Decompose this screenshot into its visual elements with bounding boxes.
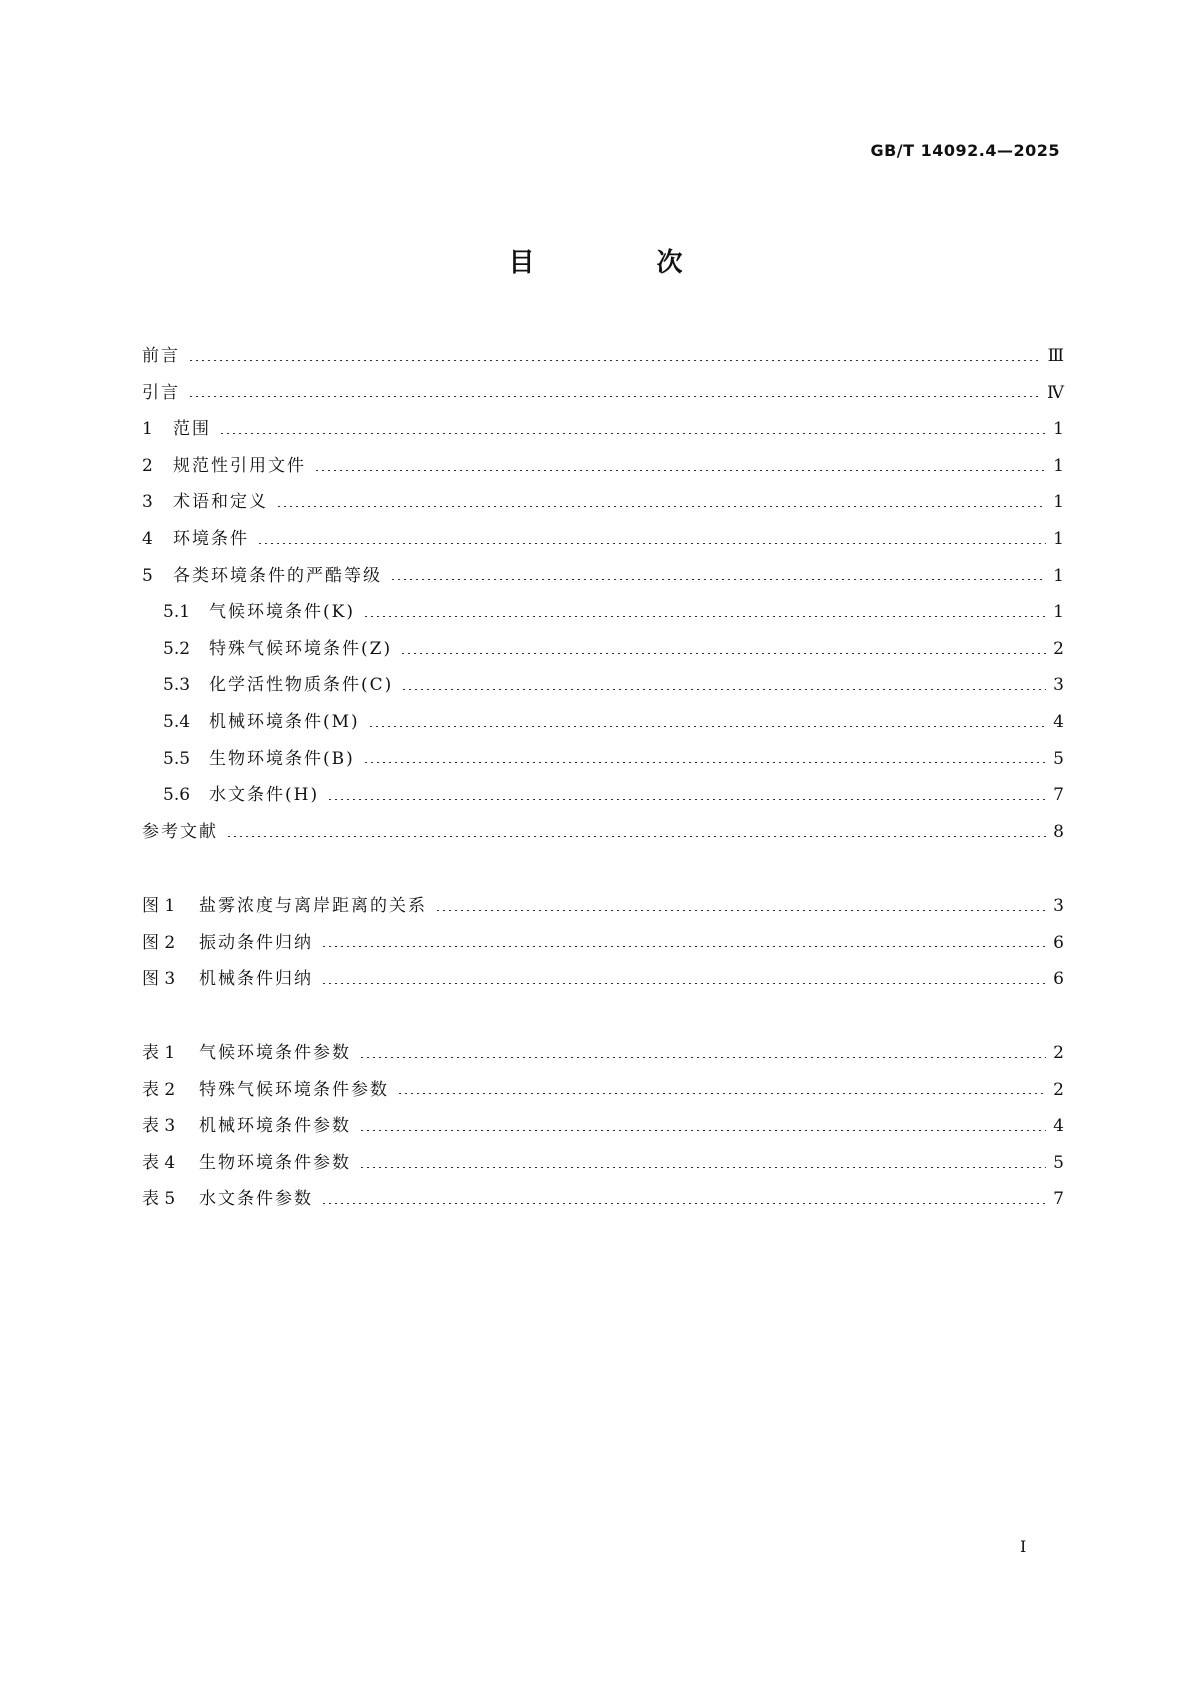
toc-subentry[interactable] xyxy=(142,741,1064,778)
toc-dot-leader xyxy=(327,799,1046,800)
toc-entry-number: 4 xyxy=(142,528,153,549)
toc-entry-page: 2 xyxy=(1053,1079,1064,1100)
toc-entry-label: 生物环境条件参数 xyxy=(199,1152,351,1173)
toc-entry-number: 表 3 xyxy=(142,1116,176,1137)
toc-dot-leader xyxy=(359,1130,1046,1131)
toc-entry-number: 图 2 xyxy=(142,932,176,953)
toc-figure-entry[interactable] xyxy=(142,888,1064,925)
toc-entry-number: 5.6 xyxy=(163,785,191,806)
toc-entry-number: 2 xyxy=(142,455,153,476)
toc-entry-label: 特殊气候环境条件(Z) xyxy=(209,638,393,659)
toc-dot-leader xyxy=(321,983,1046,984)
toc-dot-leader xyxy=(188,396,1041,397)
toc-entry-label: 术语和定义 xyxy=(173,492,268,513)
page-number: I xyxy=(1020,1537,1027,1556)
toc-entry-label: 气候环境条件(K) xyxy=(209,602,355,623)
toc-entry-page: 1 xyxy=(1053,528,1064,549)
toc-entry-label: 水文条件(H) xyxy=(209,785,320,806)
toc-dot-leader xyxy=(363,616,1046,617)
toc-entry-page: 1 xyxy=(1053,419,1064,440)
toc-dot-leader xyxy=(314,470,1046,471)
toc-dot-leader xyxy=(321,1203,1046,1204)
toc-entry-number: 5.1 xyxy=(163,602,191,623)
toc-subentry[interactable] xyxy=(142,777,1064,814)
standard-code: GB/T 14092.4—2025 xyxy=(870,141,1060,160)
toc-entry-page: Ⅲ xyxy=(1047,346,1064,366)
toc-table-entry[interactable] xyxy=(142,1145,1064,1182)
toc-entry-page: 1 xyxy=(1053,602,1064,623)
toc-entry-page: 4 xyxy=(1053,1116,1064,1137)
toc-entry-number: 表 4 xyxy=(142,1152,176,1173)
toc-entry-number: 图 1 xyxy=(142,896,176,916)
toc-dot-leader xyxy=(219,433,1046,434)
toc-entry-page: 1 xyxy=(1053,565,1064,586)
toc-dot-leader xyxy=(359,1167,1046,1168)
toc-table-entry[interactable] xyxy=(142,1108,1064,1145)
toc-entry-number: 5.2 xyxy=(163,638,191,659)
toc-entry-label: 生物环境条件(B) xyxy=(209,748,355,769)
toc-main-list xyxy=(142,338,1064,850)
toc-entry-label: 各类环境条件的严酷等级 xyxy=(173,565,382,586)
toc-entry-page: 7 xyxy=(1053,785,1064,806)
toc-entry-label: 特殊气候环境条件参数 xyxy=(199,1079,389,1100)
toc-dot-leader xyxy=(363,762,1046,763)
toc-entry-page: 6 xyxy=(1053,969,1064,990)
toc-dot-leader xyxy=(321,946,1046,947)
toc-dot-leader xyxy=(257,543,1046,544)
toc-entry-number: 5.4 xyxy=(163,711,191,732)
toc-entry-page: 5 xyxy=(1053,748,1064,769)
toc-entry-label: 参考文献 xyxy=(142,821,218,842)
toc-entry[interactable] xyxy=(142,448,1064,485)
toc-dot-leader xyxy=(400,653,1046,654)
toc-figure-entry[interactable] xyxy=(142,961,1064,998)
toc-dot-leader xyxy=(188,360,1042,361)
toc-entry-page: 4 xyxy=(1053,711,1064,732)
toc-entry-page: 1 xyxy=(1053,455,1064,476)
toc-entry-label: 机械条件归纳 xyxy=(199,969,313,990)
toc-dot-leader xyxy=(401,689,1046,690)
toc-entry[interactable] xyxy=(142,338,1064,375)
toc-figures-list xyxy=(142,888,1064,998)
toc-entry[interactable] xyxy=(142,411,1064,448)
toc-figure-entry[interactable] xyxy=(142,925,1064,962)
toc-dot-leader xyxy=(276,506,1046,507)
toc-entry-number: 5.5 xyxy=(163,748,191,769)
toc-entry-label: 气候环境条件参数 xyxy=(199,1043,351,1063)
toc-entry-label: 振动条件归纳 xyxy=(199,932,313,953)
toc-entry[interactable] xyxy=(142,814,1064,851)
toc-entry-number: 表 1 xyxy=(142,1043,176,1063)
toc-entry-page: 2 xyxy=(1053,638,1064,659)
toc-entry-number: 1 xyxy=(142,419,153,440)
toc-dot-leader xyxy=(435,910,1046,911)
toc-entry-number: 5 xyxy=(142,565,153,586)
toc-entry-number: 表 2 xyxy=(142,1079,176,1100)
toc-subentry[interactable] xyxy=(142,667,1064,704)
toc-table-entry[interactable] xyxy=(142,1035,1064,1072)
toc-entry-label: 范围 xyxy=(173,419,211,440)
toc-entry-label: 水文条件参数 xyxy=(199,1189,313,1210)
toc-subentry[interactable] xyxy=(142,594,1064,631)
toc-entry-label: 机械环境条件参数 xyxy=(199,1116,351,1137)
toc-entry-label: 环境条件 xyxy=(173,528,249,549)
toc-table-entry[interactable] xyxy=(142,1072,1064,1109)
toc-entry-number: 图 3 xyxy=(142,969,176,990)
toc-entry[interactable] xyxy=(142,375,1064,412)
toc-dot-leader xyxy=(359,1057,1046,1058)
toc-tables-list xyxy=(142,1035,1064,1218)
toc-entry-page: 8 xyxy=(1053,821,1064,842)
toc-entry[interactable] xyxy=(142,521,1064,558)
toc-subentry[interactable] xyxy=(142,704,1064,741)
toc-entry-page: 1 xyxy=(1053,492,1064,513)
toc-entry-label: 规范性引用文件 xyxy=(173,455,306,476)
toc-entry-page: 6 xyxy=(1053,932,1064,953)
page-title: 目 次 xyxy=(508,248,731,278)
toc-entry-label: 前言 xyxy=(142,346,180,366)
toc-table-entry[interactable] xyxy=(142,1181,1064,1218)
toc-entry-label: 盐雾浓度与离岸距离的关系 xyxy=(199,896,427,916)
toc-dot-leader xyxy=(368,726,1046,727)
toc-entry-label: 引言 xyxy=(142,382,180,403)
toc-entry-label: 机械环境条件(M) xyxy=(209,711,360,732)
toc-entry-page: 3 xyxy=(1053,675,1064,696)
toc-subentry[interactable] xyxy=(142,631,1064,668)
toc-dot-leader xyxy=(397,1093,1046,1094)
toc-entry-number: 3 xyxy=(142,492,153,513)
toc-entry-page: Ⅳ xyxy=(1047,382,1064,403)
toc-dot-leader xyxy=(226,836,1046,837)
toc-dot-leader xyxy=(390,579,1046,580)
toc-entry-page: 5 xyxy=(1053,1152,1064,1173)
toc-entry-page: 3 xyxy=(1053,896,1064,916)
toc-entry[interactable] xyxy=(142,484,1064,521)
toc-entry-page: 7 xyxy=(1053,1189,1064,1210)
toc-entry-label: 化学活性物质条件(C) xyxy=(209,675,394,696)
toc-entry-page: 2 xyxy=(1053,1043,1064,1063)
toc-entry-number: 表 5 xyxy=(142,1189,176,1210)
toc-entry[interactable] xyxy=(142,558,1064,595)
toc-entry-number: 5.3 xyxy=(163,675,191,696)
